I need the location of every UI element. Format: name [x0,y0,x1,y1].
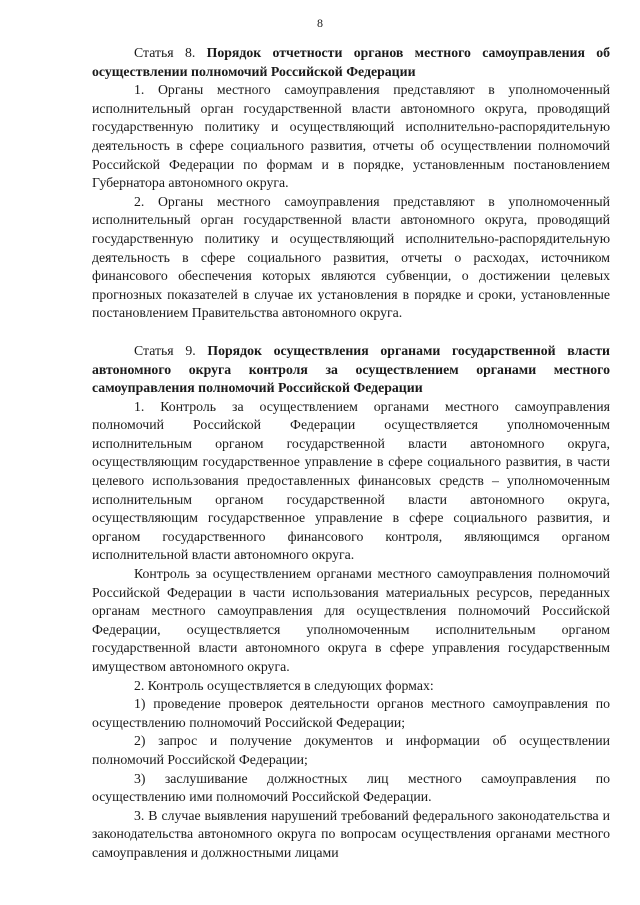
article-8-heading [92,44,610,81]
article-9-list-item-2: 2) запрос и получение документов и информации об осуществлении полномочий Российской Федерации; [92,733,610,767]
article-9-list-item-1: 1) проведение проверок деятельности органов местного самоуправления по осуществлению полномочий Российской Федерации; [92,696,610,730]
article-9-paragraph-3: 2. Контроль осуществляется в следующих формах: [134,677,434,693]
article-9-paragraph-2: Контроль за осуществлением органами местного самоуправления полномочий Российской Федерации в части использования материальных ресурсов, переданных органам местного самоуправления для осуществления полномочий Российской Федерации, осуществляется уполномоченным исполнительным органом государственной власти автономного округа в сфере управления государственным имуществом автономного округа. [92,566,610,674]
section-gap [92,323,610,342]
article-8-paragraph-2: 2. Органы местного самоуправления представляют в уполномоченный исполнительный орган государственной власти автономного округа, проводящий государственную политику и осуществляющий исполнительно-распорядительную деятельность в сфере социального развития, отчеты о расходах, источником финансового обеспечения которых являются субвенции, о достижении целевых прогнозных показателей в случае их установления в порядке и сроки, установленные постановлением Правительства автономного округа. [92,193,610,321]
article-8-title: Порядок отчетности органов местного самоуправления об осуществлении полномочий Российской Федерации [92,45,611,79]
article-9-title: Порядок осуществления органами государственной власти автономного округа контроля за осуществлением органами местного самоуправления полномочий Российской Федерации [92,342,611,396]
article-8-label: Статья 8. [134,45,196,60]
article-9-paragraph-4: 3. В случае выявления нарушений требований федерального законодательства и законодательства автономного округа по вопросам осуществления органами местного самоуправления и должностными лицами [92,807,610,860]
article-9-list-item-3: 3) заслушивание должностных лиц местного самоуправления по осуществлению ими полномочий Российской Федерации. [92,770,610,805]
article-9-label: Статья 9. [134,342,196,358]
article-8-paragraph-1: 1. Органы местного самоуправления представляют в уполномоченный исполнительный орган государственной власти автономного округа, проводящий государственную политику и осуществляющий исполнительно-распорядительную деятельность в сфере социального развития, отчеты об осуществлении полномочий Российской Федерации по формам и в порядке, установленным постановлением Губернатора автономного округа. [92,82,610,191]
article-9-paragraph-1: 1. Контроль за осуществлением органами местного самоуправления полномочий Российской Федерации осуществляется уполномоченным исполнительным органом государственной власти автономного округа, осуществляющим государственное управление в сфере социального развития, в части целевого использования предоставленных финансовых средств – уполномоченным исполнительным органом государственной власти автономного округа, осуществляющим государственное управление в сфере социального развития, и органом государственного финансового контроля, являющимся органом исполнительной власти автономного округа. [92,398,610,563]
document-body [92,44,610,863]
article-9-heading [92,342,610,398]
page-number: 8 [317,16,323,30]
